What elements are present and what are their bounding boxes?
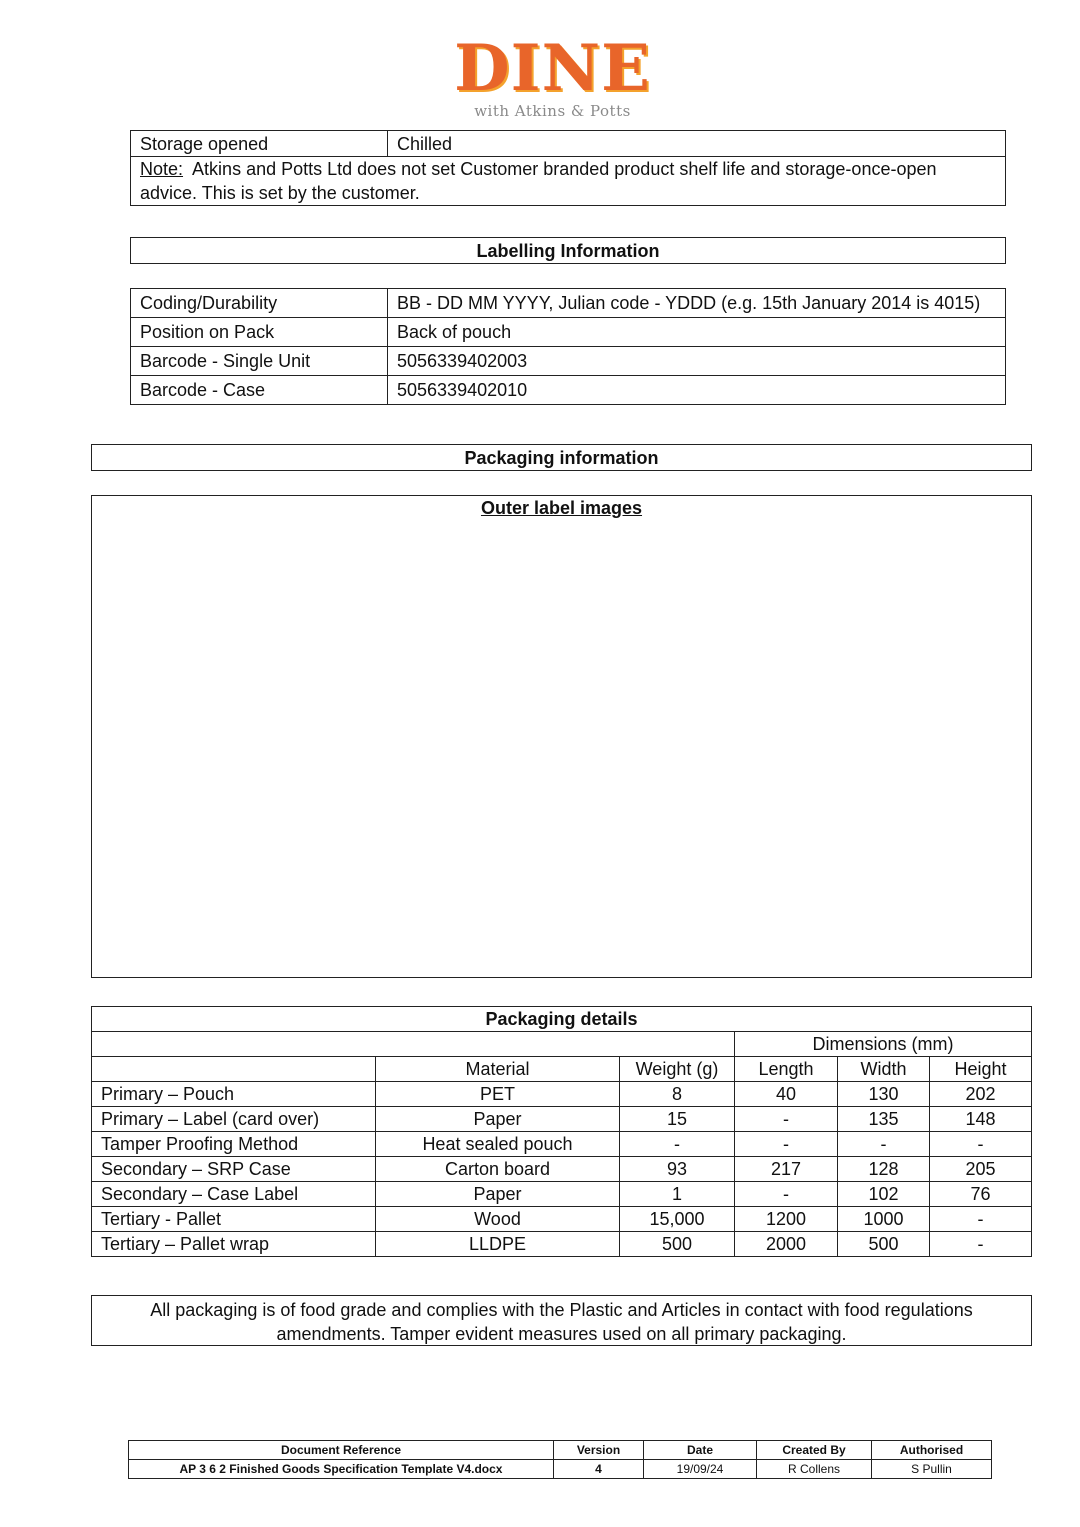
material-cell: Paper	[376, 1182, 620, 1207]
material-header: Material	[376, 1057, 620, 1082]
item-header	[92, 1057, 376, 1082]
material-cell: Wood	[376, 1207, 620, 1232]
table-row	[92, 1007, 1032, 1032]
outer-label-images-title: Outer label images	[480, 498, 643, 518]
storage-note	[131, 157, 1006, 206]
table-row	[92, 1032, 1032, 1057]
item-cell: Secondary – SRP Case	[92, 1157, 376, 1182]
footer-doc-ref-header: Document Reference	[129, 1441, 554, 1460]
table-row	[92, 1207, 1032, 1232]
document-footer	[128, 1440, 992, 1479]
compliance-note	[91, 1295, 1032, 1346]
table-row	[131, 289, 1006, 318]
weight-header: Weight (g)	[620, 1057, 735, 1082]
table-row	[92, 1082, 1032, 1107]
weight-cell: 15	[620, 1107, 735, 1132]
footer-version-header: Version	[554, 1441, 644, 1460]
labelling-value: 5056339402003	[388, 347, 1006, 376]
footer-value-row	[129, 1460, 992, 1479]
storage-value: Chilled	[388, 131, 1006, 157]
weight-cell: 8	[620, 1082, 735, 1107]
labelling-label: Coding/Durability	[131, 289, 388, 318]
storage-table	[130, 130, 1006, 206]
height-cell: -	[930, 1132, 1032, 1157]
labelling-information-heading: Labelling Information	[130, 237, 1006, 264]
footer-created-by-header: Created By	[757, 1441, 872, 1460]
width-cell: -	[838, 1132, 930, 1157]
labelling-value: Back of pouch	[388, 318, 1006, 347]
length-cell: 1200	[735, 1207, 838, 1232]
width-header: Width	[838, 1057, 930, 1082]
compliance-line-2: amendments. Tamper evident measures used on all primary packaging.	[276, 1324, 847, 1344]
weight-cell: 500	[620, 1232, 735, 1257]
labelling-table	[130, 288, 1006, 405]
labelling-label: Barcode - Single Unit	[131, 347, 388, 376]
weight-cell: 15,000	[620, 1207, 735, 1232]
material-cell: Heat sealed pouch	[376, 1132, 620, 1157]
table-row	[131, 376, 1006, 405]
length-cell: -	[735, 1182, 838, 1207]
length-cell: 2000	[735, 1232, 838, 1257]
length-cell: -	[735, 1132, 838, 1157]
weight-cell: -	[620, 1132, 735, 1157]
item-cell: Primary – Label (card over)	[92, 1107, 376, 1132]
dine-logo	[425, 31, 680, 120]
material-cell: PET	[376, 1082, 620, 1107]
packaging-details-table	[91, 1006, 1032, 1257]
table-row	[92, 1107, 1032, 1132]
table-row	[131, 318, 1006, 347]
table-row	[92, 1182, 1032, 1207]
height-cell: 148	[930, 1107, 1032, 1132]
labelling-label: Position on Pack	[131, 318, 388, 347]
labelling-value: 5056339402010	[388, 376, 1006, 405]
width-cell: 135	[838, 1107, 930, 1132]
labelling-value: BB - DD MM YYYY, Julian code - YDDD (e.g. 15th January 2014 is 4015)	[388, 289, 1006, 318]
width-cell: 102	[838, 1182, 930, 1207]
height-cell: -	[930, 1232, 1032, 1257]
length-cell: 217	[735, 1157, 838, 1182]
table-header-row	[92, 1057, 1032, 1082]
item-cell: Primary – Pouch	[92, 1082, 376, 1107]
note-text: Atkins and Potts Ltd does not set Customer branded product shelf life and storage-once-open advice. This is set by the customer.	[140, 159, 937, 203]
labelling-label: Barcode - Case	[131, 376, 388, 405]
item-cell: Tertiary - Pallet	[92, 1207, 376, 1232]
dimensions-header: Dimensions (mm)	[735, 1032, 1032, 1057]
width-cell: 128	[838, 1157, 930, 1182]
height-header: Height	[930, 1057, 1032, 1082]
height-cell: 76	[930, 1182, 1032, 1207]
table-row	[131, 347, 1006, 376]
footer-date-header: Date	[644, 1441, 757, 1460]
storage-note-row	[131, 157, 1006, 206]
table-row	[92, 1232, 1032, 1257]
material-cell: Carton board	[376, 1157, 620, 1182]
logo-subtitle: with Atkins & Potts	[474, 102, 631, 120]
width-cell: 500	[838, 1232, 930, 1257]
outer-label-images-box	[91, 495, 1032, 978]
footer-header-row	[129, 1441, 992, 1460]
length-header: Length	[735, 1057, 838, 1082]
width-cell: 130	[838, 1082, 930, 1107]
storage-row	[131, 131, 1006, 157]
footer-authorised: S Pullin	[872, 1460, 992, 1479]
length-cell: 40	[735, 1082, 838, 1107]
width-cell: 1000	[838, 1207, 930, 1232]
table-row	[92, 1132, 1032, 1157]
packaging-information-heading: Packaging information	[91, 444, 1032, 471]
table-row	[92, 1157, 1032, 1182]
empty-header-cell	[92, 1032, 735, 1057]
footer-created-by: R Collens	[757, 1460, 872, 1479]
compliance-line-1: All packaging is of food grade and complies with the Plastic and Articles in contact with food regulations	[150, 1300, 973, 1320]
height-cell: -	[930, 1207, 1032, 1232]
footer-doc-ref: AP 3 6 2 Finished Goods Specification Template V4.docx	[129, 1460, 554, 1479]
height-cell: 205	[930, 1157, 1032, 1182]
item-cell: Secondary – Case Label	[92, 1182, 376, 1207]
footer-authorised-header: Authorised	[872, 1441, 992, 1460]
packaging-details-title: Packaging details	[92, 1007, 1032, 1032]
footer-version: 4	[554, 1460, 644, 1479]
logo-wordmark: DINE	[454, 31, 651, 106]
material-cell: Paper	[376, 1107, 620, 1132]
height-cell: 202	[930, 1082, 1032, 1107]
length-cell: -	[735, 1107, 838, 1132]
note-label: Note:	[140, 159, 184, 179]
storage-label: Storage opened	[131, 131, 388, 157]
item-cell: Tertiary – Pallet wrap	[92, 1232, 376, 1257]
weight-cell: 93	[620, 1157, 735, 1182]
item-cell: Tamper Proofing Method	[92, 1132, 376, 1157]
weight-cell: 1	[620, 1182, 735, 1207]
material-cell: LLDPE	[376, 1232, 620, 1257]
footer-date: 19/09/24	[644, 1460, 757, 1479]
